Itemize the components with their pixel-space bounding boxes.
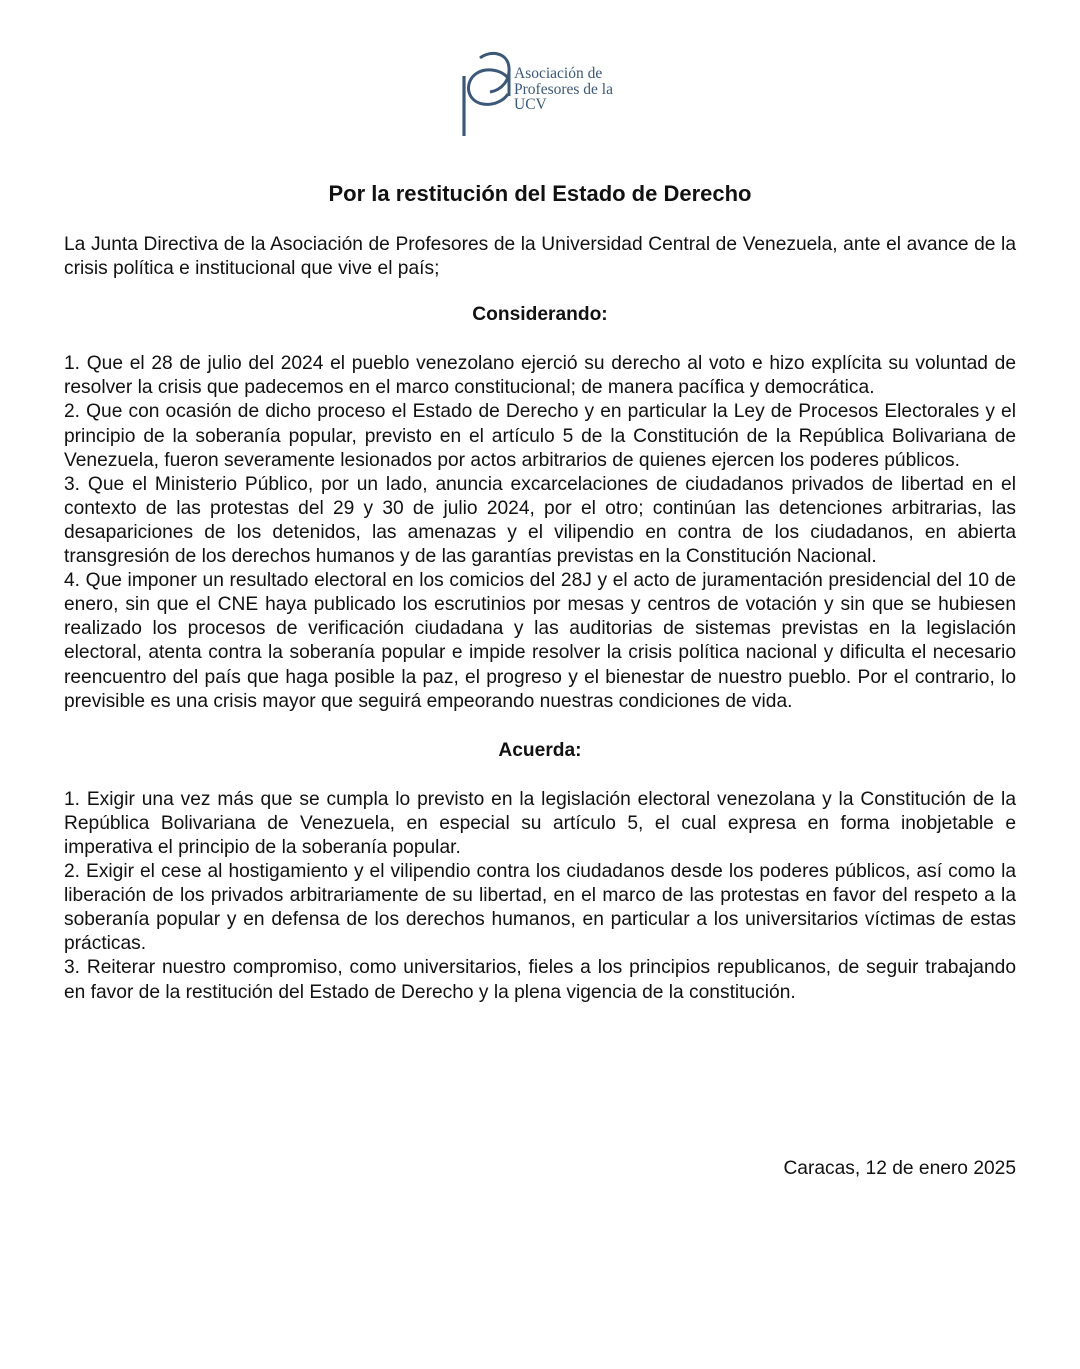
logo-line-1: Asociación de xyxy=(514,65,603,82)
document-title: Por la restitución del Estado de Derecho xyxy=(328,181,752,206)
considerando-item: 4. Que imponer un resultado electoral en los comicios del 28J y el acto de juramentación presidencial del 10 de enero, sin que el CNE haya publicado los escrutinios por mesas y centros de votación y sin que se hubiesen realizado los procesos de verificación ciudadana y las auditorias de sistemas previstas en la legislación electoral, atenta contra la soberanía popular e impide resolver la crisis política nacional y dificulta el necesario reencuentro del país que haga posible la paz, el progreso y el bienestar de nuestro pueblo. Por el contrario, lo previsible es una crisis mayor que seguirá empeorando nuestras condiciones de vida. xyxy=(64,570,1016,712)
apucv-logo-mark xyxy=(456,48,516,140)
acuerda-item: 1. Exigir una vez más que se cumpla lo previsto en la legislación electoral venezolana y la Constitución de la República Bolivariana de Venezuela, en especial su artículo 5, el cual expresa en forma inobjetable e imperativa el principio de la soberanía popular. xyxy=(64,788,1016,858)
considerando-heading: Considerando: xyxy=(472,304,608,326)
document-body xyxy=(64,233,1016,1005)
considerando-item: 3. Que el Ministerio Público, por un lado, anuncia excarcelaciones de ciudadanos privados de libertad en el contexto de las protestas del 29 y 30 de julio 2024, por el otro; continúan las detenciones arbitrarias, las desapariciones de los detenidos, las amenazas y el vilipendio en contra de los ciudadanos, en abierta transgresión de los derechos humanos y de las garantías previstas en la Constitución Nacional. xyxy=(64,473,1016,568)
acuerda-item: 3. Reiterar nuestro compromiso, como universitarios, fieles a los principios republicanos, de seguir trabajando en favor de la restitución del Estado de Derecho y la plena vigencia de la constitución. xyxy=(64,957,1016,1003)
intro-paragraph: La Junta Directiva de la Asociación de Profesores de la Universidad Central de Venezuela, ante el avance de la crisis política e institucional que vive el país; xyxy=(64,234,1016,280)
logo-line-3: UCV xyxy=(514,96,547,113)
acuerda-heading: Acuerda: xyxy=(498,739,582,761)
considerando-item: 2. Que con ocasión de dicho proceso el Estado de Derecho y en particular la Ley de Procesos Electorales y el principio de la soberanía popular, previsto en el artículo 5 de la Constitución de la República Bolivariana de Venezuela, fueron severamente lesionados por actos arbitrarios de quienes ejercen los poderes públicos. xyxy=(64,401,1016,471)
considerando-item: 1. Que el 28 de julio del 2024 el pueblo venezolano ejerció su derecho al voto e hizo explícita su voluntad de resolver la crisis que padecemos en el marco constitucional; de manera pacífica y democrática. xyxy=(64,353,1016,399)
apucv-logo xyxy=(456,48,636,140)
place-date: Caracas, 12 de enero 2025 xyxy=(783,1158,1016,1179)
acuerda-item: 2. Exigir el cese al hostigamiento y el vilipendio contra los ciudadanos desde los poderes públicos, así como la liberación de los privados arbitrariamente de su libertad, en el marco de las protestas en favor del respeto a la soberanía popular y en defensa de los derechos humanos, en particular a los universitarios víctimas de estas prácticas. xyxy=(64,861,1016,955)
logo-line-2: Profesores de la xyxy=(514,80,613,98)
logo-text xyxy=(514,66,613,113)
